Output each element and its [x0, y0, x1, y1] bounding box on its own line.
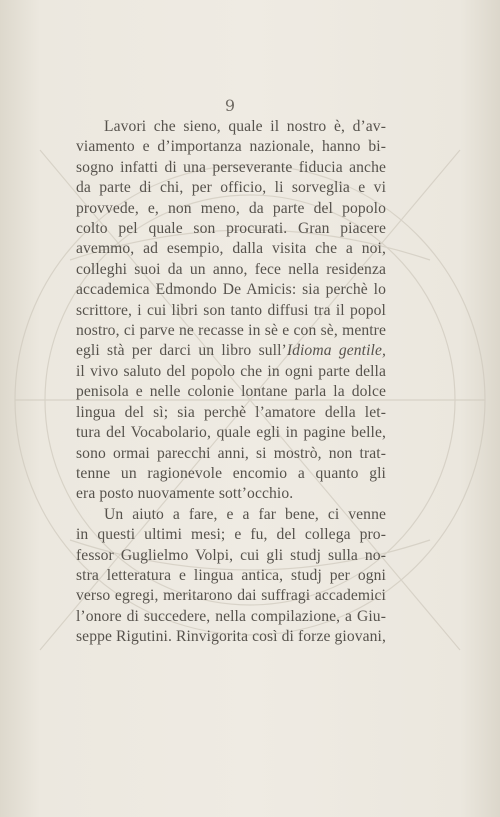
text-line: in questi ultimi mesi; e fu, del collega pro- — [76, 526, 386, 544]
text-line: sogno infatti di una perseverante fiducia anche — [76, 158, 386, 176]
text-line: nostro, ci parve ne recasse in sè e con sè, mentre — [76, 322, 386, 340]
text-line: tura del Vocabolario, quale egli in pagine belle, — [76, 424, 386, 442]
text-line: avemmo, ad esempio, dalla visita che a noi, — [76, 240, 386, 258]
text-line: scrittore, i cui libri son tanto diffusi tra il popol — [76, 301, 386, 319]
text-line: provvede, e, non meno, da parte del popolo — [76, 199, 386, 217]
text-line: l’onore di succedere, nella compilazione, a Giu- — [76, 607, 386, 625]
page-number: 9 — [224, 96, 236, 115]
italic-book-title: Idioma gentile, — [286, 342, 386, 360]
text-line: colto pel quale son procurati. Gran piacere — [76, 220, 386, 238]
text-line: accademica Edmondo De Amicis: sia perchè lo — [76, 281, 386, 299]
text-line: viamento e d’importanza nazionale, hanno bi- — [76, 138, 386, 156]
text-line-with-title — [76, 341, 386, 361]
text-line: da parte di chi, per officio, li sorveglia e vi — [76, 179, 386, 197]
text-line: colleghi suoi da un anno, fece nella residenza — [76, 260, 386, 278]
text-fragment: egli stà per darci un libro sull’ — [76, 342, 287, 360]
text-line: Lavori che sieno, quale il nostro è, d’av- — [104, 118, 386, 135]
text-line: tenne un ragionevole encomio a quanto gli — [76, 464, 386, 482]
text-line: penisola e nelle colonie lontane parla la dolce — [76, 383, 386, 401]
text-line: lingua del sì; sia perchè l’amatore della let- — [76, 403, 386, 421]
text-line: verso egregi, meritarono dai suffragi accademici — [76, 587, 386, 605]
body-text — [76, 117, 386, 648]
text-line: Un aiuto a fare, e a far bene, ci venne — [104, 505, 386, 523]
text-line: era posto nuovamente sott’occhio. — [76, 485, 294, 503]
text-line: il vivo saluto del popolo che in ogni parte della — [76, 362, 386, 380]
text-line: fessor Guglielmo Volpi, cui gli studj sulla no- — [76, 546, 386, 564]
text-line: seppe Rigutini. Rinvigorita così di forze giovani, — [76, 628, 386, 646]
text-line: stra letteratura e lingua antica, studj per ogni — [76, 566, 386, 584]
text-line: sono ormai parecchi anni, si mostrò, non trat- — [76, 444, 386, 462]
